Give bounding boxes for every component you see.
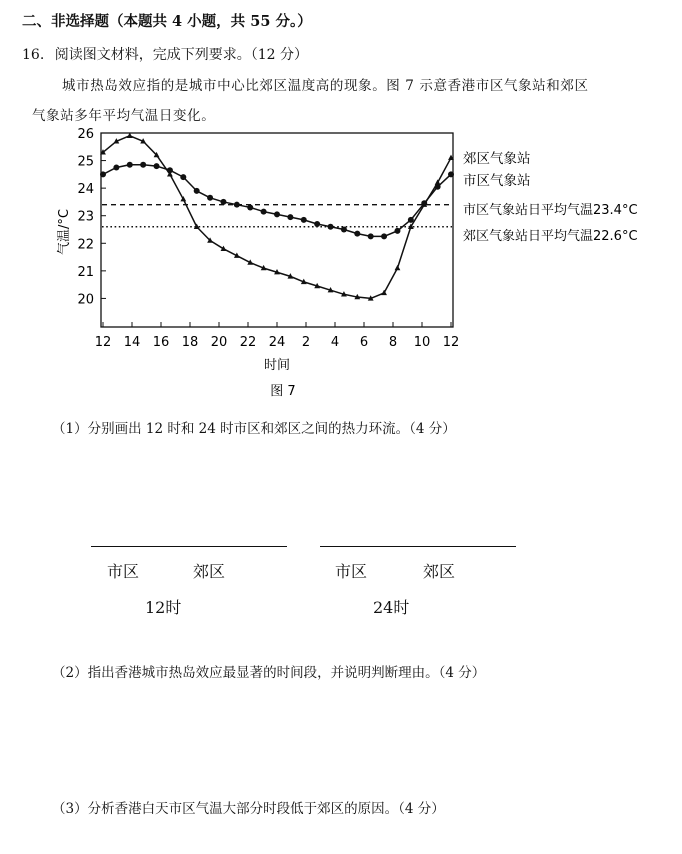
urban-data-point (180, 174, 186, 180)
urban-data-point (247, 204, 253, 210)
part1-question: （1）分别画出 12 时和 24 时市区和郊区之间的热力环流。（4 分） (52, 421, 456, 437)
diagram1-time-label: 12时 (145, 598, 182, 617)
legend-urban: 市区气象站 (463, 173, 531, 189)
y-tick-label: 25 (77, 154, 94, 170)
x-tick-label: 18 (181, 335, 199, 350)
part3-question: （3）分析香港白天市区气温大部分时段低于郊区的原因。（4 分） (52, 801, 445, 817)
diagram2-urban-label: 市区 (335, 562, 368, 581)
y-axis-label: 气温/°C (57, 209, 72, 255)
x-tick-label: 12 (442, 335, 460, 350)
urban-data-point (448, 171, 454, 177)
question-instruction: 阅读图文材料，完成下列要求。（12 分） (54, 47, 308, 63)
legend-suburb: 郊区气象站 (463, 151, 531, 167)
x-tick-label: 8 (388, 335, 398, 350)
urban-data-point (127, 162, 133, 168)
urban-data-point (354, 231, 360, 237)
diagram1-ground-line (91, 546, 287, 547)
x-tick-label: 14 (123, 335, 141, 350)
x-tick-label: 12 (94, 335, 112, 350)
urban-data-point (140, 162, 146, 168)
x-tick-label: 22 (239, 335, 257, 350)
diagram2-ground-line (320, 546, 516, 547)
urban-data-point (381, 233, 387, 239)
urban-data-point (234, 202, 240, 208)
urban-data-point (301, 217, 307, 223)
x-tick-label: 16 (152, 335, 170, 350)
urban-data-point (220, 199, 226, 205)
temperature-chart (0, 0, 682, 420)
diagram1-urban-label: 市区 (107, 562, 140, 581)
y-tick-label: 23 (77, 209, 94, 225)
urban-data-point (261, 209, 267, 215)
urban-data-point (100, 171, 106, 177)
intro-line-2: 气象站多年平均气温日变化。 (32, 108, 216, 124)
y-tick-label: 20 (77, 292, 94, 308)
urban-average-label: 市区气象站日平均气温23.4°C (463, 203, 638, 218)
urban-data-point (435, 184, 441, 190)
urban-data-point (408, 217, 414, 223)
urban-data-point (287, 214, 293, 220)
x-tick-label: 4 (330, 335, 340, 350)
urban-data-point (368, 233, 374, 239)
y-tick-label: 24 (77, 182, 94, 198)
urban-data-point (341, 227, 347, 233)
diagram1-suburb-label: 郊区 (193, 562, 226, 581)
y-tick-label: 26 (77, 127, 94, 142)
urban-data-point (314, 221, 320, 227)
figure-caption: 图 7 (270, 384, 296, 399)
part2-question: （2）指出香港城市热岛效应最显著的时间段，并说明判断理由。（4 分） (52, 665, 486, 681)
urban-data-point (167, 167, 173, 173)
intro-line-1: 城市热岛效应指的是城市中心比郊区温度高的现象。图 7 示意香港市区气象站和郊区 (62, 78, 589, 94)
y-tick-label: 21 (77, 264, 94, 280)
urban-series-line (103, 165, 451, 237)
question-number: 16. (22, 47, 45, 63)
x-tick-label: 6 (359, 335, 369, 350)
x-axis-label: 时间 (263, 358, 291, 373)
section-title: 二、非选择题（本题共 4 小题，共 55 分。） (22, 13, 312, 30)
x-tick-label: 20 (210, 335, 228, 350)
suburb-data-point (395, 265, 401, 270)
urban-data-point (274, 211, 280, 217)
urban-data-point (154, 163, 160, 169)
urban-data-point (421, 200, 427, 206)
x-tick-label: 2 (301, 335, 311, 350)
y-tick-label: 22 (77, 237, 94, 253)
x-tick-label: 10 (413, 335, 431, 350)
urban-data-point (194, 188, 200, 194)
suburb-average-label: 郊区气象站日平均气温22.6°C (463, 229, 638, 244)
diagram2-suburb-label: 郊区 (423, 562, 456, 581)
urban-data-point (207, 195, 213, 201)
urban-data-point (328, 224, 334, 230)
diagram2-time-label: 24时 (373, 598, 410, 617)
urban-data-point (113, 164, 119, 170)
x-tick-label: 24 (268, 335, 286, 350)
urban-data-point (394, 228, 400, 234)
